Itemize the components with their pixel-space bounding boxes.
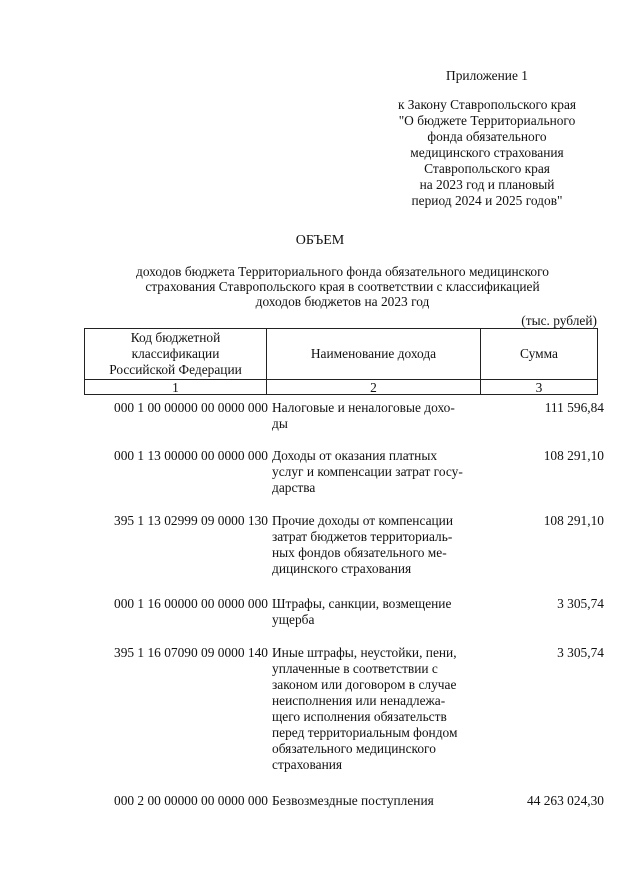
- appendix-line: фонда обязательного: [427, 129, 547, 144]
- appendix-title: Приложение 1: [446, 68, 528, 83]
- table-row: [84, 448, 604, 496]
- appendix-line: на 2023 год и плановый: [419, 177, 555, 192]
- column-number: 1: [85, 380, 267, 395]
- budget-code: 395 1 13 02999 09 0000 130: [114, 513, 268, 528]
- income-name: Доходы от оказания платных услуг и компенсации затрат госу- дарства: [272, 448, 463, 495]
- document-title: ОБЪЕМ: [295, 233, 345, 248]
- table-row: [84, 513, 604, 577]
- income-sum: 108 291,10: [543, 448, 604, 463]
- budget-code: 000 2 00 00000 00 0000 000: [114, 793, 268, 808]
- income-name: Налоговые и неналоговые дохо- ды: [272, 400, 455, 431]
- header-name: Наименование дохода: [267, 329, 481, 380]
- column-number: 2: [267, 380, 481, 395]
- header-code: Код бюджетной классификации Российской Федерации: [85, 329, 267, 380]
- income-name: Прочие доходы от компенсации затрат бюджетов территориаль- ных фондов обязательного ме- дицинского страхования: [272, 513, 454, 576]
- appendix-header: [380, 68, 594, 209]
- table-row: [84, 645, 604, 773]
- budget-code: 000 1 00 00000 00 0000 000: [114, 400, 268, 415]
- income-name: Безвозмездные поступления: [272, 793, 434, 808]
- appendix-line: Ставропольского края: [424, 161, 550, 176]
- subtitle-line: доходов бюджета Территориального фонда обязательного медицинского: [136, 264, 549, 279]
- appendix-line: к Закону Ставропольского края: [397, 97, 577, 112]
- income-table-header: [84, 328, 598, 395]
- budget-code: 000 1 13 00000 00 0000 000: [114, 448, 268, 463]
- income-name: Штрафы, санкции, возмещение ущерба: [272, 596, 452, 627]
- appendix-line: медицинского страхования: [410, 145, 564, 160]
- budget-code: 395 1 16 07090 09 0000 140: [114, 645, 268, 660]
- income-sum: 108 291,10: [543, 513, 604, 528]
- income-sum: 3 305,74: [557, 645, 604, 660]
- income-name: Иные штрафы, неустойки, пени, уплаченные в соответствии с законом или договором в случае неисполнения или ненадлежа- щего исполнения обязательств перед территориальным фондом обязательного медицинского страхования: [272, 645, 458, 772]
- appendix-line: "О бюджете Территориального: [398, 113, 576, 128]
- units-label: (тыс. рублей): [521, 313, 597, 328]
- column-number: 3: [481, 380, 598, 395]
- budget-code: 000 1 16 00000 00 0000 000: [114, 596, 268, 611]
- subtitle-line: доходов бюджетов на 2023 год: [255, 294, 430, 309]
- table-row: [84, 793, 604, 809]
- document-subtitle: [100, 264, 585, 309]
- subtitle-line: страхования Ставропольского края в соответствии с классификацией: [145, 279, 540, 294]
- header-sum: Сумма: [481, 329, 598, 380]
- income-sum: 111 596,84: [544, 400, 604, 415]
- income-sum: 44 263 024,30: [527, 793, 604, 808]
- table-row: [84, 400, 604, 432]
- appendix-line: период 2024 и 2025 годов": [411, 193, 563, 208]
- income-sum: 3 305,74: [557, 596, 604, 611]
- table-row: [84, 596, 604, 628]
